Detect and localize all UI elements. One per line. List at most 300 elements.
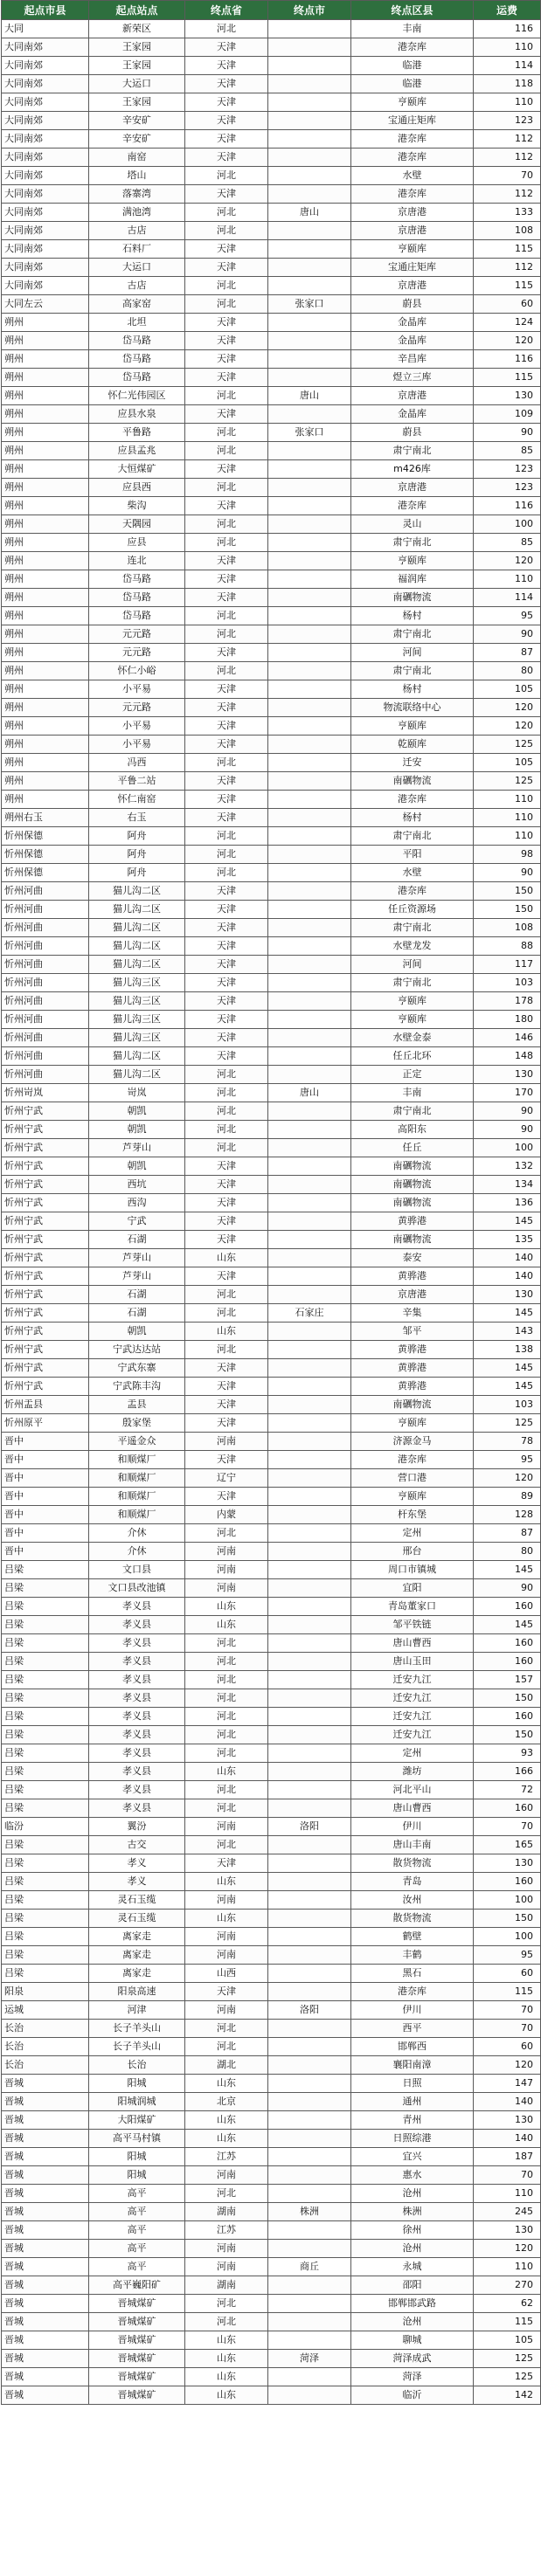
origin-station-cell: 高平 [89,2258,185,2276]
dest-province-cell: 天津 [185,314,268,332]
dest-province-cell: 河北 [185,277,268,295]
freight-cell: 120 [474,2240,541,2258]
dest-province-cell: 河北 [185,1836,268,1854]
freight-cell: 110 [474,93,541,112]
origin-station-cell: 孝义县 [89,1708,185,1726]
dest-city-cell [268,1689,351,1708]
origin-station-cell: 大运口 [89,75,185,93]
table-row [2,405,541,424]
origin-station-cell: 离家走 [89,1965,185,1983]
freight-cell: 130 [474,1066,541,1084]
freight-cell: 145 [474,1359,541,1378]
dest-province-cell: 天津 [185,589,268,607]
origin-city-cell: 晋城 [2,2295,89,2313]
dest-area-cell: 杨村 [351,680,474,699]
dest-area-cell: 杆东堡 [351,1506,474,1524]
dest-area-cell: 港奈库 [351,1451,474,1469]
origin-city-cell: 吕梁 [2,1781,89,1799]
dest-area-cell: 京唐港 [351,387,474,405]
dest-area-cell: 南礪物流 [351,772,474,791]
origin-station-cell: 猫儿沟三区 [89,992,185,1011]
table-row [2,1231,541,1249]
dest-area-cell: 唐山玉田 [351,1653,474,1671]
dest-city-cell [268,570,351,589]
dest-city-cell [268,148,351,167]
origin-city-cell: 朔州 [2,552,89,570]
table-row [2,2386,541,2405]
origin-city-cell: 晋城 [2,2368,89,2386]
dest-area-cell: 京唐港 [351,1286,474,1304]
dest-area-cell: 港奈库 [351,791,474,809]
dest-area-cell: 正定 [351,1066,474,1084]
dest-city-cell [268,75,351,93]
dest-city-cell [268,1781,351,1799]
dest-area-cell: 肃宁南北 [351,442,474,460]
origin-city-cell: 忻州宁武 [2,1304,89,1323]
freight-cell: 142 [474,2386,541,2405]
dest-city-cell [268,515,351,534]
freight-cell: 95 [474,1451,541,1469]
dest-area-cell: 蔚县 [351,295,474,314]
dest-city-cell [268,901,351,919]
table-row [2,699,541,717]
dest-province-cell: 河南 [185,1928,268,1946]
dest-province-cell: 河北 [185,222,268,240]
origin-city-cell: 晋城 [2,2276,89,2295]
dest-area-cell: 伊川 [351,2001,474,2020]
dest-area-cell: 邯郸邯武路 [351,2295,474,2313]
dest-province-cell: 天津 [185,1414,268,1433]
dest-area-cell: 通州 [351,2093,474,2111]
dest-province-cell: 山东 [185,1616,268,1634]
origin-city-cell: 忻州宁武 [2,1378,89,1396]
dest-area-cell: 日照综港 [351,2130,474,2148]
freight-cell: 80 [474,662,541,680]
table-row [2,1139,541,1157]
dest-area-cell: 丰南 [351,1084,474,1102]
freight-cell: 88 [474,937,541,956]
dest-city-cell: 菏泽 [268,2350,351,2368]
origin-station-cell: 河津 [89,2001,185,2020]
table-row [2,1047,541,1066]
dest-province-cell: 湖南 [185,2276,268,2295]
dest-area-cell: 迁安九江 [351,1689,474,1708]
dest-area-cell: 黑石 [351,1965,474,1983]
dest-province-cell: 天津 [185,956,268,974]
table-row [2,919,541,937]
origin-station-cell: 石湖 [89,1231,185,1249]
dest-province-cell: 山东 [185,1598,268,1616]
dest-area-cell: 辛昌库 [351,350,474,369]
origin-city-cell: 大同南郊 [2,148,89,167]
freight-cell: 125 [474,772,541,791]
table-row [2,2258,541,2276]
freight-cell: 130 [474,1286,541,1304]
origin-city-cell: 朔州 [2,570,89,589]
origin-city-cell: 晋城 [2,2386,89,2405]
freight-cell: 62 [474,2295,541,2313]
dest-city-cell [268,2386,351,2405]
table-row [2,1488,541,1506]
table-row [2,864,541,882]
dest-province-cell: 辽宁 [185,1469,268,1488]
table-row [2,644,541,662]
dest-city-cell [268,2166,351,2185]
origin-station-cell: 新荣区 [89,20,185,38]
origin-station-cell: 孝义县 [89,1781,185,1799]
origin-station-cell: 元元路 [89,644,185,662]
dest-city-cell [268,2240,351,2258]
origin-city-cell: 大同南郊 [2,167,89,185]
table-row [2,1616,541,1634]
origin-station-cell: 高家窑 [89,295,185,314]
origin-station-cell: 猫儿沟二区 [89,1047,185,1066]
dest-province-cell: 河北 [185,534,268,552]
origin-station-cell: 阳城 [89,2148,185,2166]
dest-province-cell: 天津 [185,809,268,827]
dest-city-cell [268,827,351,846]
origin-city-cell: 吕梁 [2,1689,89,1708]
freight-cell: 115 [474,240,541,259]
dest-area-cell: 任丘资源场 [351,901,474,919]
table-row [2,680,541,699]
dest-province-cell: 天津 [185,901,268,919]
origin-station-cell: 孝义县 [89,1763,185,1781]
dest-city-cell [268,754,351,772]
freight-cell: 114 [474,57,541,75]
freight-cell: 138 [474,1341,541,1359]
dest-area-cell: 港奈库 [351,185,474,204]
origin-station-cell: 朝凯 [89,1102,185,1121]
dest-city-cell [268,534,351,552]
freight-cell: 178 [474,992,541,1011]
dest-province-cell: 天津 [185,1231,268,1249]
dest-city-cell [268,1561,351,1579]
table-row [2,1965,541,1983]
dest-area-cell: 襄阳南漳 [351,2056,474,2075]
dest-province-cell: 天津 [185,1047,268,1066]
table-row [2,222,541,240]
dest-area-cell: 物流联络中心 [351,699,474,717]
dest-area-cell: 肃宁南北 [351,974,474,992]
dest-city-cell [268,992,351,1011]
origin-city-cell: 晋城 [2,2148,89,2166]
table-row [2,424,541,442]
dest-province-cell: 天津 [185,1194,268,1212]
table-row [2,1066,541,1084]
table-row [2,75,541,93]
dest-city-cell [268,2368,351,2386]
dest-province-cell: 河北 [185,1121,268,1139]
dest-area-cell: 港奈库 [351,38,474,57]
freight-cell: 115 [474,2313,541,2331]
origin-station-cell: 阳城 [89,2166,185,2185]
dest-area-cell: 黄骅港 [351,1212,474,1231]
dest-province-cell: 山东 [185,2386,268,2405]
origin-city-cell: 忻州宁武 [2,1212,89,1231]
dest-city-cell [268,1011,351,1029]
origin-station-cell: 孝义 [89,1854,185,1873]
freight-cell: 145 [474,1561,541,1579]
freight-cell: 145 [474,1616,541,1634]
table-row [2,130,541,148]
freight-cell: 116 [474,20,541,38]
table-row [2,1249,541,1267]
dest-city-cell [268,1524,351,1543]
dest-city-cell [268,497,351,515]
dest-city-cell [268,2313,351,2331]
dest-city-cell [268,1946,351,1965]
table-row [2,112,541,130]
dest-area-cell: 水壁龙发 [351,937,474,956]
table-row [2,607,541,625]
freight-cell: 100 [474,1928,541,1946]
dest-city-cell [268,1231,351,1249]
freight-cell: 85 [474,534,541,552]
origin-city-cell: 吕梁 [2,1634,89,1653]
origin-station-cell: 柴沟 [89,497,185,515]
table-row [2,2093,541,2111]
dest-province-cell: 江苏 [185,2221,268,2240]
dest-area-cell: 任丘 [351,1139,474,1157]
origin-station-cell: 古店 [89,277,185,295]
dest-province-cell: 山东 [185,2368,268,2386]
freight-cell: 160 [474,1799,541,1818]
origin-station-cell: 应县孟兆 [89,442,185,460]
dest-city-cell [268,1139,351,1157]
dest-city-cell [268,1579,351,1598]
dest-area-cell: 营口港 [351,1469,474,1488]
origin-city-cell: 朔州 [2,717,89,736]
freight-cell: 70 [474,2020,541,2038]
freight-cell: 120 [474,1469,541,1488]
table-row [2,1451,541,1469]
dest-area-cell: 亨颐库 [351,552,474,570]
dest-province-cell: 河南 [185,1891,268,1910]
dest-city-cell [268,2148,351,2166]
freight-cell: 145 [474,1304,541,1323]
dest-city-cell [268,1194,351,1212]
origin-station-cell: 猫儿沟二区 [89,882,185,901]
origin-station-cell: 平遥金众 [89,1433,185,1451]
freight-cell: 90 [474,1121,541,1139]
table-row [2,1341,541,1359]
origin-city-cell: 忻州河曲 [2,1011,89,1029]
dest-province-cell: 天津 [185,75,268,93]
dest-city-cell [268,1910,351,1928]
dest-city-cell [268,259,351,277]
dest-province-cell: 天津 [185,1359,268,1378]
table-row [2,882,541,901]
dest-province-cell: 河北 [185,1799,268,1818]
dest-province-cell: 山东 [185,1323,268,1341]
origin-city-cell: 忻州宁武 [2,1231,89,1249]
table-row [2,1561,541,1579]
freight-cell: 125 [474,736,541,754]
dest-province-cell: 河北 [185,442,268,460]
table-row [2,369,541,387]
dest-city-cell [268,2331,351,2350]
table-row [2,2221,541,2240]
dest-city-cell [268,2056,351,2075]
origin-city-cell: 晋中 [2,1543,89,1561]
header-dest-area: 终点区县 [351,1,474,20]
table-row [2,1323,541,1341]
dest-area-cell: 港奈库 [351,497,474,515]
freight-cell: 110 [474,38,541,57]
origin-station-cell: 岱马路 [89,350,185,369]
freight-cell: 60 [474,295,541,314]
dest-area-cell: 黄骅港 [351,1341,474,1359]
dest-area-cell: 煜立三库 [351,369,474,387]
dest-province-cell: 山西 [185,1965,268,1983]
dest-area-cell: 河间 [351,644,474,662]
dest-city-cell [268,1671,351,1689]
dest-area-cell: 惠水 [351,2166,474,2185]
dest-province-cell: 内蒙 [185,1506,268,1524]
origin-city-cell: 晋中 [2,1433,89,1451]
table-row [2,1744,541,1763]
dest-area-cell: 邵阳 [351,2276,474,2295]
dest-area-cell: 乾颐库 [351,736,474,754]
dest-province-cell: 天津 [185,185,268,204]
origin-city-cell: 忻州盂县 [2,1396,89,1414]
origin-city-cell: 忻州保德 [2,864,89,882]
origin-station-cell: 朝凯 [89,1323,185,1341]
table-row [2,515,541,534]
origin-city-cell: 朔州 [2,314,89,332]
dest-city-cell [268,1176,351,1194]
dest-area-cell: 青岛董家口 [351,1598,474,1616]
dest-province-cell: 天津 [185,1011,268,1029]
freight-cell: 112 [474,148,541,167]
dest-province-cell: 天津 [185,148,268,167]
table-row [2,552,541,570]
freight-cell: 120 [474,552,541,570]
dest-city-cell [268,222,351,240]
dest-province-cell: 河北 [185,1781,268,1799]
dest-area-cell: 迁安九江 [351,1708,474,1726]
dest-city-cell: 唐山 [268,204,351,222]
dest-city-cell [268,2038,351,2056]
origin-city-cell: 吕梁 [2,1671,89,1689]
table-row [2,662,541,680]
origin-city-cell: 大同南郊 [2,112,89,130]
dest-city-cell [268,1396,351,1414]
table-row [2,2111,541,2130]
freight-cell: 160 [474,1653,541,1671]
dest-area-cell: 聊城 [351,2331,474,2350]
table-row [2,460,541,479]
dest-city-cell [268,20,351,38]
origin-city-cell: 朔州 [2,736,89,754]
dest-city-cell [268,1212,351,1231]
table-row [2,1671,541,1689]
origin-city-cell: 临汾 [2,1818,89,1836]
dest-area-cell: 肃宁南北 [351,827,474,846]
origin-station-cell: 古交 [89,1836,185,1854]
freight-cell: 78 [474,1433,541,1451]
origin-city-cell: 忻州河曲 [2,974,89,992]
dest-area-cell: 港奈库 [351,882,474,901]
origin-station-cell: 和顺煤厂 [89,1488,185,1506]
origin-city-cell: 朔州 [2,460,89,479]
dest-province-cell: 天津 [185,1451,268,1469]
dest-province-cell: 河北 [185,2038,268,2056]
dest-city-cell [268,314,351,332]
dest-province-cell: 河南 [185,2166,268,2185]
origin-city-cell: 晋中 [2,1524,89,1543]
table-row [2,148,541,167]
origin-city-cell: 朔州 [2,534,89,552]
origin-city-cell: 吕梁 [2,1561,89,1579]
table-row [2,791,541,809]
table-row [2,2276,541,2295]
origin-city-cell: 忻州宁武 [2,1359,89,1378]
dest-area-cell: 潍坊 [351,1763,474,1781]
dest-area-cell: m426库 [351,460,474,479]
origin-station-cell: 猫儿沟二区 [89,919,185,937]
dest-city-cell [268,882,351,901]
dest-area-cell: 水壁 [351,864,474,882]
freight-cell: 110 [474,2185,541,2203]
dest-area-cell: 周口市镇城 [351,1561,474,1579]
origin-city-cell: 吕梁 [2,1708,89,1726]
dest-province-cell: 河北 [185,2313,268,2331]
origin-station-cell: 猫儿沟二区 [89,937,185,956]
dest-province-cell: 天津 [185,919,268,937]
origin-station-cell: 塔山 [89,167,185,185]
dest-province-cell: 天津 [185,552,268,570]
freight-cell: 105 [474,680,541,699]
dest-area-cell: 高阳东 [351,1121,474,1139]
dest-city-cell [268,1506,351,1524]
origin-station-cell: 岱马路 [89,332,185,350]
origin-station-cell: 右玉 [89,809,185,827]
dest-area-cell: 金晶库 [351,405,474,424]
dest-area-cell: 宝通庄矩库 [351,112,474,130]
dest-area-cell: 青岛 [351,1873,474,1891]
origin-city-cell: 晋城 [2,2258,89,2276]
dest-city-cell [268,1029,351,1047]
dest-area-cell: 沧州 [351,2313,474,2331]
header-origin-station: 起点站点 [89,1,185,20]
origin-station-cell: 和顺煤厂 [89,1506,185,1524]
origin-city-cell: 吕梁 [2,1854,89,1873]
table-row [2,827,541,846]
dest-province-cell: 天津 [185,699,268,717]
dest-province-cell: 天津 [185,369,268,387]
freight-cell: 133 [474,204,541,222]
origin-station-cell: 晋城煤矿 [89,2368,185,2386]
dest-city-cell [268,2111,351,2130]
freight-cell: 150 [474,1689,541,1708]
table-row [2,1469,541,1488]
dest-city-cell [268,1267,351,1286]
dest-city-cell [268,1469,351,1488]
freight-cell: 125 [474,1414,541,1433]
origin-city-cell: 忻州宁武 [2,1267,89,1286]
dest-city-cell [268,1928,351,1946]
table-row [2,1378,541,1396]
origin-city-cell: 晋城 [2,2221,89,2240]
dest-province-cell: 河北 [185,2185,268,2203]
freight-cell: 150 [474,882,541,901]
origin-city-cell: 朔州 [2,644,89,662]
dest-area-cell: 汝州 [351,1891,474,1910]
dest-city-cell [268,791,351,809]
origin-station-cell: 晋城煤矿 [89,2386,185,2405]
